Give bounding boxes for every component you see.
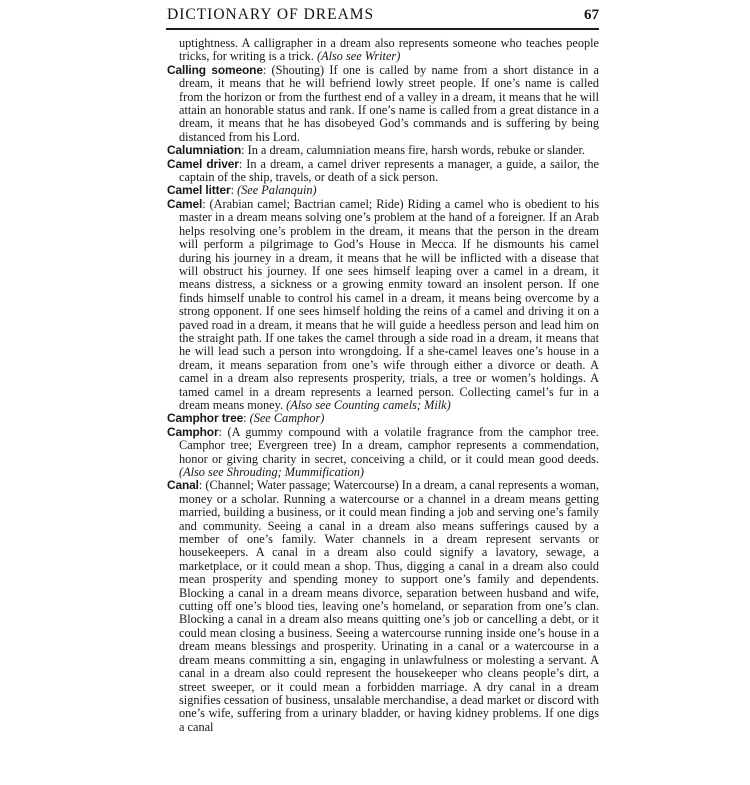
entry-text: : (Channel; Water passage; Watercourse) In a dream, a canal represents a woman, money or a scholar. Running a watercourse or a channel in a dream means getting married, building a business, or it could mean finding a job and serving one’s family and community. Seeing a canal in a dream also means sufferings caused by a member of one’s family. Water channels in a dream represent servants or housekeepers. A canal in a dream also could signify a lavatory, sewage, a marketplace, or it could mean a shop. Thus, digging a canal in a dream also could mean prosperity and spending money to support one’s family and dependents. Blocking a canal in a dream means divorce, separation between husband and wife, cutting off one’s blood ties, leaving one’s homeland, or separation from one’s clan. Blocking a canal in a dream also means quitting one’s job or cancelling a debt, or it could mean closing a business. Seeing a watercourse running inside one’s house in a dream means blessings and prosperity. Urinating in a canal or a watercourse in a dream means committing a sin, engaging in unlawfulness or molesting a servant. A canal in a dream also could represent the housekeeper who cleans people’s dirt, a street sweeper, or it could mean a forbidden marriage. A dry canal in a dream signifies cessation of business, unsalable merchandise, a dead market or discord with one’s wife, suffering from a urinary bladder, or having kidney problems. If one digs a canal — [179, 478, 599, 734]
entry-text: uptightness. A calligrapher in a dream also represents someone who teaches people tricks, for writing is a trick. — [179, 36, 599, 64]
entry-text: : — [243, 411, 250, 426]
dictionary-entry — [167, 64, 599, 144]
entry-term: Calling someone — [167, 62, 263, 77]
dictionary-entry — [167, 184, 599, 197]
dictionary-entry — [167, 144, 599, 157]
entry-text: : (Shouting) If one is called by name from a short distance in a dream, it means that he will befriend lowly street people. If one’s name is called from the horizon or from the furthest end of a valley in a dream, it means that he will attain an honorable status and rank. If one’s name is called from a great distance in a dream, it means that he has disobeyed God’s commands and is suffering by being distanced from his Lord. — [179, 62, 599, 144]
dictionary-entry — [167, 479, 599, 734]
cross-reference: (See Palanquin) — [237, 183, 317, 198]
continued-entry — [167, 37, 599, 64]
dictionary-entry — [167, 158, 599, 185]
entry-text: : In a dream, a camel driver represents a manager, a guide, a sailor, the captain of the ship, travels, or death of a sick person. — [179, 156, 599, 185]
cross-reference: (Also see Shrouding; Mummification) — [179, 465, 364, 479]
entry-text: : In a dream, calumniation means fire, harsh words, rebuke or slander. — [241, 143, 585, 158]
page-header — [167, 6, 599, 24]
page-number: 67 — [584, 7, 599, 23]
entry-term: Calumniation — [167, 143, 242, 158]
cross-reference: (See Camphor) — [249, 411, 325, 426]
cross-reference: (Also see Counting camels; Milk) — [286, 397, 451, 412]
dictionary-entry — [167, 426, 599, 480]
cross-reference: (Also see Writer) — [316, 49, 401, 64]
entry-term: Camphor — [167, 424, 219, 439]
entry-text: : (Arabian camel; Bactrian camel; Ride) Riding a camel who is obedient to his master in a dream means solving one’s problem at the hand of a foreigner. If an Arab helps resolving one’s problem in the dream, it means that the person in the dream will perform a pilgrimage to God’s House in Mecca. If he dismounts his camel during his journey in a dream, it means that he will be inflicted with a disease that will obstruct his journey. If one sees himself leaping over a camel in a dream, it means distress, a sickness or a growing enmity toward an insolent person. If one finds himself unable to control his camel in a dream, it means being overcome by a strong opponent. If one sees himself holding the reins of a camel and driving it on a paved road in a dream, it means that he will guide a heedless person and lead him on the straight path. If one takes the camel through a side road in a dream, it means that he will lead such a person into wrongdoing. If a she-camel leaves one’s house in a dream, it means separation from one’s wife through either a divorce or death. A camel in a dream also represents prosperity, trials, a tree or women’s holdings. A tamed camel in a dream represents a learned person. Collecting camel’s fur in a dream means money. — [179, 196, 599, 412]
entry-term: Camel driver — [167, 156, 239, 171]
entry-term: Canal — [167, 478, 199, 493]
dictionary-entries — [167, 37, 599, 734]
dictionary-entry — [167, 198, 599, 413]
entry-term: Camel litter — [167, 183, 231, 198]
entry-text: : (A gummy compound with a volatile fragrance from the camphor tree. Camphor tree; Evergreen tree) In a dream, camphor represents a commendation, honor or giving charity in secret, conceiving a child, or it could mean good deeds. — [179, 424, 599, 466]
entry-text: : — [230, 183, 238, 198]
entry-term: Camel — [167, 196, 203, 211]
running-title: DICTIONARY OF DREAMS — [167, 6, 375, 23]
dictionary-entry — [167, 412, 599, 425]
header-rule — [166, 28, 599, 30]
entry-term: Camphor tree — [167, 411, 244, 426]
